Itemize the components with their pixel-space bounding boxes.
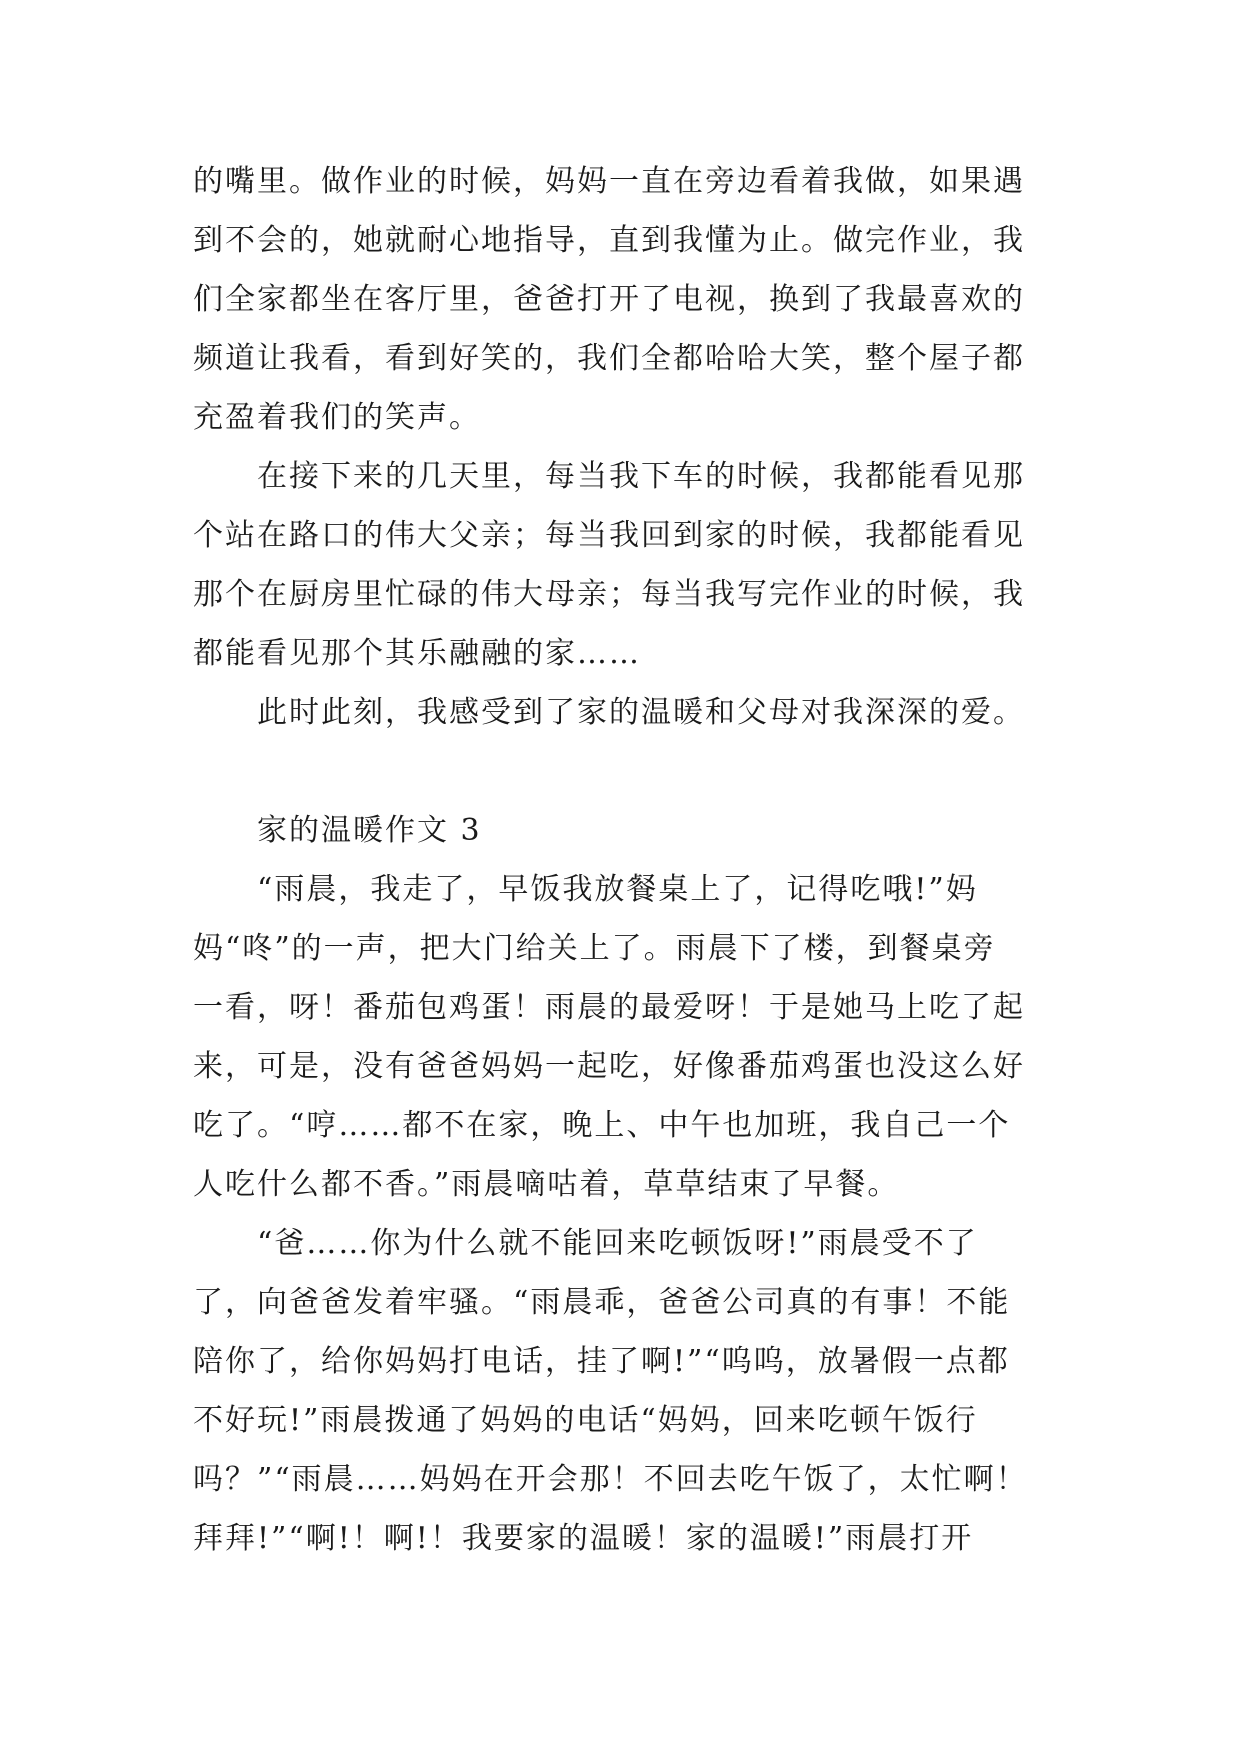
paragraph-line: 们全家都坐在客厅里，爸爸打开了电视，换到了我最喜欢的 [193, 282, 1025, 317]
paragraph-line: 都能看见那个其乐融融的家…… [193, 636, 641, 671]
paragraph-line: 吃了。“哼……都不在家，晚上、中午也加班，我自己一个 [193, 1108, 1011, 1143]
paragraph-line: 吗？”“雨晨……妈妈在开会那！不回去吃午饭了，太忙啊！ [193, 1462, 1028, 1497]
paragraph-line: “雨晨，我走了，早饭我放餐桌上了，记得吃哦!”妈 [257, 872, 978, 907]
section-gap [193, 742, 1073, 801]
paragraph-line: 在接下来的几天里，每当我下车的时候，我都能看见那 [257, 459, 1025, 494]
paragraph-line: 到不会的，她就耐心地指导，直到我懂为止。做完作业，我 [193, 223, 1025, 258]
paragraph-line: 拜拜!”“啊!！啊!！我要家的温暖！家的温暖!”雨晨打开 [193, 1521, 974, 1556]
paragraph-line: 一看，呀！番茄包鸡蛋！雨晨的最爱呀！于是她马上吃了起 [193, 990, 1025, 1025]
paragraph-line: 充盈着我们的笑声。 [193, 400, 481, 435]
paragraph-line: 的嘴里。做作业的时候，妈妈一直在旁边看着我做，如果遇 [193, 164, 1025, 199]
paragraph-line: 妈“咚”的一声，把大门给关上了。雨晨下了楼，到餐桌旁 [193, 931, 996, 966]
paragraph-line: 频道让我看，看到好笑的，我们全都哈哈大笑，整个屋子都 [193, 341, 1025, 376]
paragraph-line: 不好玩!”雨晨拨通了妈妈的电话“妈妈，回来吃顿午饭行 [193, 1403, 978, 1438]
paragraph-line: 个站在路口的伟大父亲；每当我回到家的时候，我都能看见 [193, 518, 1025, 553]
paragraph-line: “爸……你为什么就不能回来吃顿饭呀!”雨晨受不了 [257, 1226, 978, 1261]
paragraph-line: 那个在厨房里忙碌的伟大母亲；每当我写完作业的时候，我 [193, 577, 1025, 612]
paragraph-line: 来，可是，没有爸爸妈妈一起吃，好像番茄鸡蛋也没这么好 [193, 1049, 1025, 1084]
paragraph-line: 了，向爸爸发着牢骚。“雨晨乖，爸爸公司真的有事！不能 [193, 1285, 1011, 1320]
paragraph-line: 陪你了，给你妈妈打电话，挂了啊!”“呜呜，放暑假一点都 [193, 1344, 1010, 1379]
paragraph-line: 此时此刻，我感受到了家的温暖和父母对我深深的爱。 [257, 695, 1025, 730]
section-heading: 家的温暖作文 3 [257, 813, 482, 848]
document-body [193, 152, 1073, 1568]
paragraph-line: 人吃什么都不香。”雨晨嘀咕着，草草结束了早餐。 [193, 1167, 900, 1202]
